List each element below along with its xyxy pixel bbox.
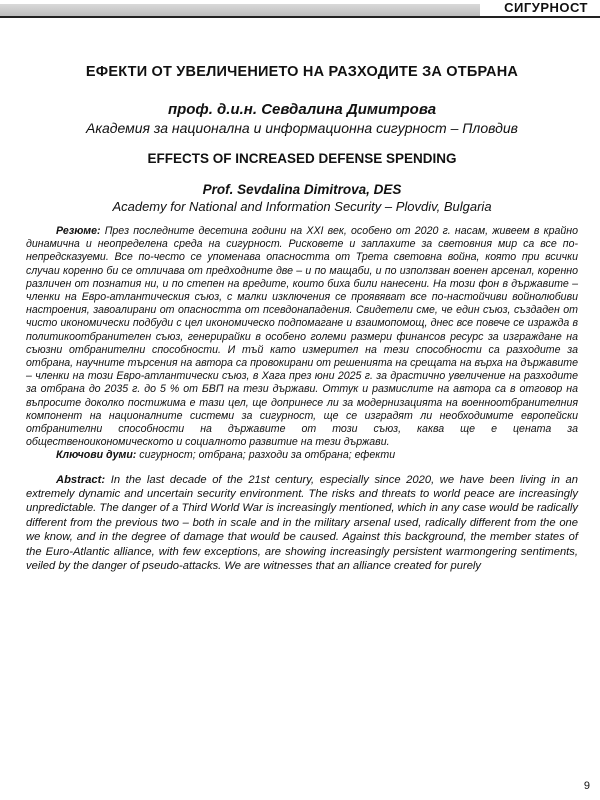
- page-number: 9: [583, 780, 590, 792]
- paper-content: [26, 55, 578, 574]
- title-bulgarian: ЕФЕКТИ ОТ УВЕЛИЧЕНИЕТО НА РАЗХОДИТЕ ЗА ОТБРАНА: [85, 64, 519, 80]
- abstract-bulgarian-text: През последните десетина години на XXI век, особено от 2020 г. насам, живеем в крайно динамична и неопределена среда на сигурност. Рисковете и заплахите за световния мир са все по-непредсказуеми. Все по-често се упоменава опасността от Трета световна война, която при всички случаи коренно би се отличава от предходните две – и по мащаби, и по използван военен арсенал, коренно различен от познатия ни, и по степен на вредите, които биха били нанесени. На този фон в държавите – членки на Евро-атлантическия съюз, с малки изключения се проявяват все по-настойчиви войнолюбиви настроения, завоалирани от опасността от псевдонападения. Свидетели сме, че един съюз, създаден от чисто икономически подбуди с цел икономическо подпомагане и взаимопомощ, днес все повече се изражда в политикоотбранителен съюз, генерирайки в особено големи размери финансов ресурс за изграждане на съюзни отбранителни способности. И тъй като измерител на тези способности са разходите за отбрана, научните търсения на автора са провокирани от решенията на срещата на върха на държавите – членки на този Евро-атлантически съюз, в Хага през юни 2025 г. за драстично увеличение на разходите за отбрана до 2035 г. до 5 % от БВП на тези държави. Оттук и размислите на автора са в отговор на въпросите доколко постижима е тази цел, ще допринесе ли за модернизацията на военноотбранителния компонент на националните системи за сигурност, ще се изградят ли необходимите европейски отбранителни способности на държавите от този съюз, каква ще е цената за общественоикономическото и социалното развитие на тези държави.: [26, 225, 578, 449]
- keywords-bulgarian: [26, 449, 578, 462]
- abstract-english-text: In the last decade of the 21st century, especially since 2020, we have been living in an extremely dynamic and uncertain security environment. The risks and threats to world peace are increasingly unpredictable. The danger of a Third World War is increasingly mentioned, which in any case would be radically different from the previous two – both in scale and in the military arsenal used, radically different from the one we know, and in the degree of damage that would be caused. Against this background, the member states of the Euro-Atlantic alliance, with few exceptions, are showing increasingly persistent warmongering sentiments, veiled by the danger of pseudo-attacks. We are witnesses that an alliance created for purely: [26, 473, 578, 573]
- abstract-english: [26, 473, 578, 574]
- title-english: EFFECTS OF INCREASED DEFENSE SPENDING: [147, 151, 457, 166]
- abstract-bulgarian-label: Резюме:: [56, 225, 101, 237]
- keywords-label: Ключови думи:: [56, 449, 137, 462]
- section-label: СИГУРНОСТ: [504, 0, 588, 15]
- header-shade: [0, 4, 480, 16]
- abstract-bulgarian: [26, 225, 578, 449]
- author-english: Prof. Sevdalina Dimitrova, DES: [202, 182, 402, 197]
- affiliation-bulgarian: Академия за национална и информационна сигурност – Пловдив: [86, 120, 518, 136]
- keywords-text: сигурност; отбрана; разходи за отбрана; ефекти: [139, 449, 396, 462]
- author-bulgarian: проф. д.и.н. Севдалина Димитрова: [167, 101, 437, 118]
- abstract-english-label: Abstract:: [56, 473, 106, 486]
- affiliation-english: Academy for National and Information Security – Plovdiv, Bulgaria: [112, 199, 492, 214]
- running-header: [0, 0, 600, 18]
